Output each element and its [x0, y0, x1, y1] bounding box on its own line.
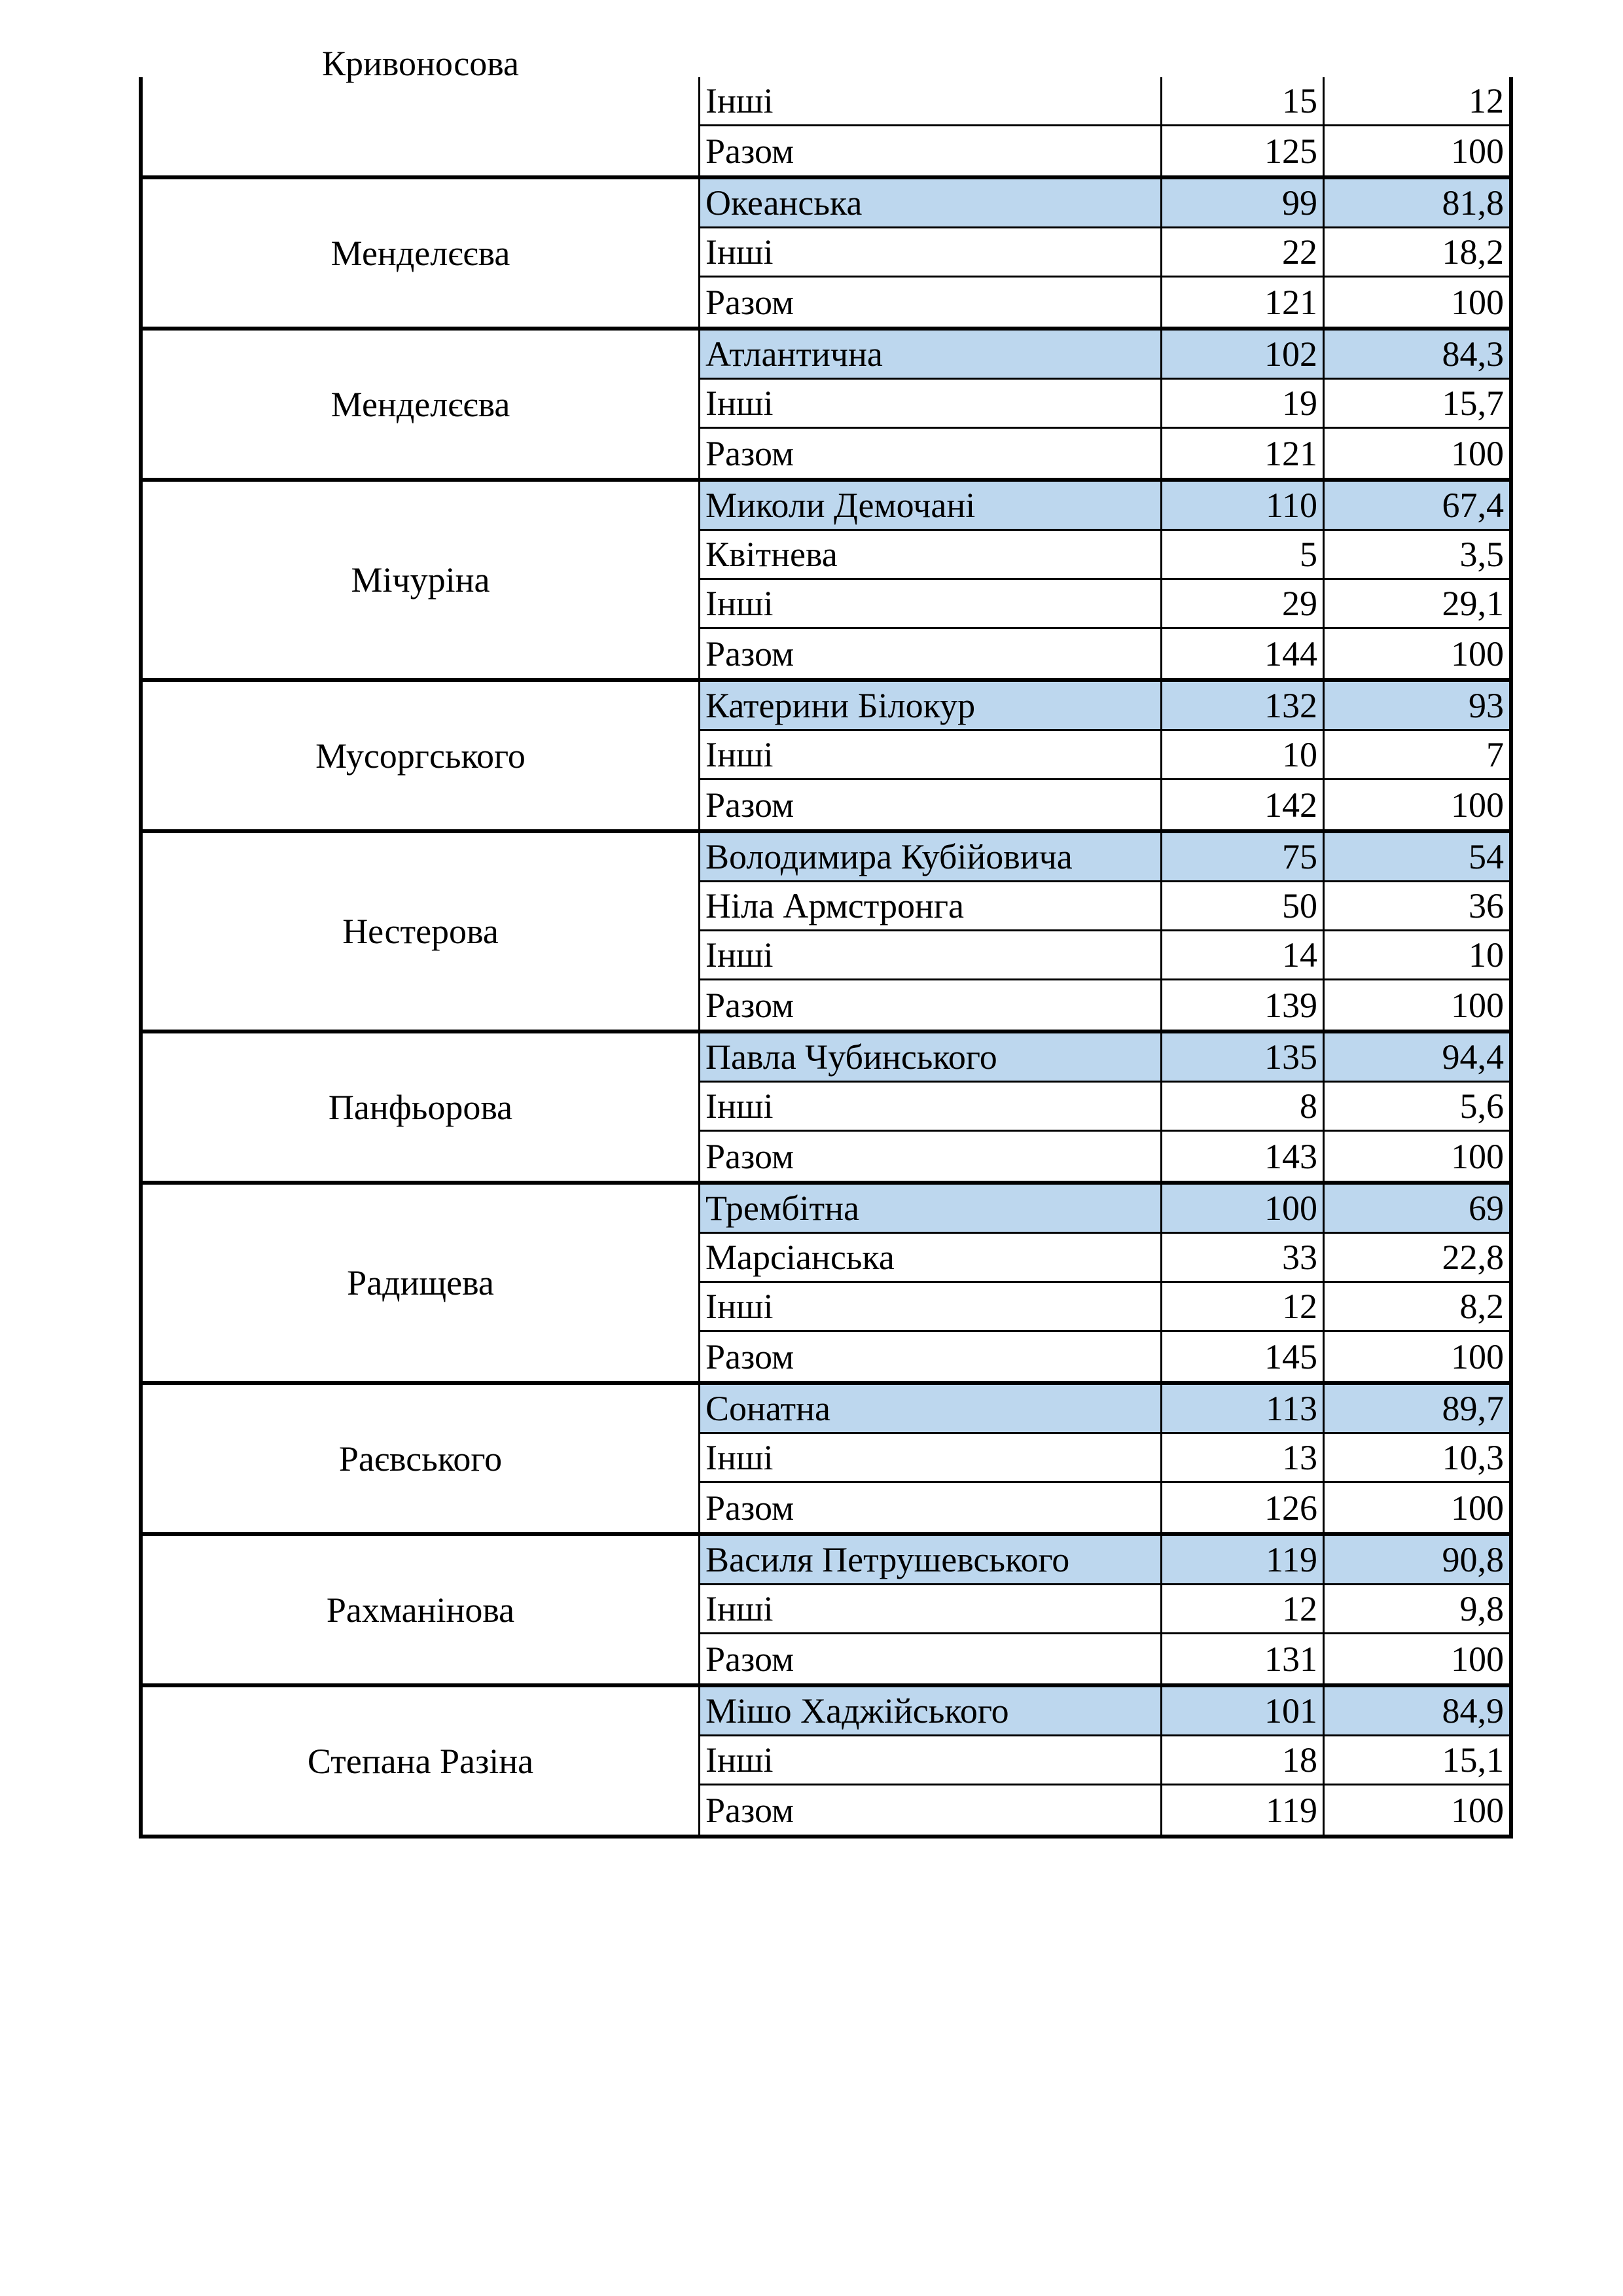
old-street-name-cell [143, 179, 700, 327]
table-row [700, 380, 1509, 429]
old-street-name: Нестерова [342, 912, 499, 951]
old-street-name: Панфьорова [328, 1087, 513, 1127]
table-row [700, 580, 1509, 629]
vote-count-cell: 8 [1162, 1083, 1325, 1130]
table-row [700, 1234, 1509, 1283]
vote-percent-cell: 15,1 [1442, 1740, 1504, 1780]
vote-count-cell: 110 [1162, 482, 1325, 529]
vote-count-cell: 75 [1162, 833, 1325, 880]
option-rows [700, 682, 1509, 829]
street-group [139, 833, 1513, 1033]
street-group [139, 1385, 1513, 1536]
vote-percent-cell: 18,2 [1442, 232, 1504, 272]
street-group [139, 179, 1513, 331]
vote-count-cell: 135 [1162, 1033, 1325, 1081]
vote-percent-cell: 7 [1486, 735, 1504, 774]
table-row-winner [700, 1536, 1509, 1585]
option-name-cell: Квітнева [700, 531, 1162, 578]
old-street-name-cell [143, 682, 700, 829]
table-row [700, 1132, 1509, 1181]
old-street-name: Мічуріна [351, 560, 490, 600]
option-name-cell: Разом [700, 429, 1162, 478]
option-name-cell: Павла Чубинського [700, 1033, 1162, 1081]
table-row-winner [700, 179, 1509, 228]
old-street-name: Раєвського [338, 1439, 503, 1479]
vote-percent-cell: 29,1 [1442, 584, 1504, 623]
vote-percent-cell: 10,3 [1442, 1438, 1504, 1477]
option-name-cell: Разом [700, 278, 1162, 327]
option-name-cell: Інші [700, 1736, 1162, 1784]
vote-percent-cell: 100 [1451, 1790, 1504, 1830]
vote-percent-cell: 100 [1451, 1336, 1504, 1376]
vote-count-cell: 12 [1162, 1283, 1325, 1330]
vote-percent-cell: 100 [1451, 634, 1504, 673]
option-name-cell: Разом [700, 629, 1162, 678]
old-street-name-cell [143, 1385, 700, 1532]
vote-count-cell: 121 [1162, 429, 1325, 478]
vote-percent-cell: 100 [1451, 1136, 1504, 1176]
vote-percent-cell: 100 [1451, 985, 1504, 1025]
option-name-cell: Атлантична [700, 331, 1162, 378]
table-row [700, 780, 1509, 829]
option-rows [700, 1185, 1509, 1381]
table-row [700, 882, 1509, 931]
option-rows [700, 331, 1509, 478]
vote-percent-cell: 9,8 [1459, 1589, 1504, 1628]
vote-count-cell: 121 [1162, 278, 1325, 327]
old-street-name: Рахманінова [326, 1590, 515, 1630]
old-street-name-cell [143, 1033, 700, 1181]
old-street-name: Мусоргського [315, 736, 526, 776]
option-name-cell: Інші [700, 228, 1162, 276]
renaming-table [139, 44, 1513, 1830]
option-name-cell: Інші [700, 1434, 1162, 1481]
vote-percent-cell: 100 [1451, 433, 1504, 473]
option-name-cell: Разом [700, 1634, 1162, 1683]
vote-count-cell: 50 [1162, 882, 1325, 929]
street-group [139, 1687, 1513, 1839]
vote-percent-cell: 8,2 [1459, 1287, 1504, 1326]
vote-percent-cell: 5,6 [1459, 1086, 1504, 1126]
old-street-name-cell [143, 331, 700, 478]
street-group [139, 1536, 1513, 1687]
table-row-winner [700, 833, 1509, 882]
street-group [139, 482, 1513, 682]
table-row [700, 531, 1509, 580]
vote-count-cell: 125 [1162, 126, 1325, 175]
option-name-cell: Миколи Демочані [700, 482, 1162, 529]
vote-percent-cell: 89,7 [1325, 1385, 1509, 1432]
old-street-name: Менделєєва [330, 233, 510, 273]
old-street-name-cell [143, 482, 700, 678]
vote-count-cell: 142 [1162, 780, 1325, 829]
option-name-cell: Разом [700, 1483, 1162, 1532]
vote-percent-cell: 67,4 [1325, 482, 1509, 529]
table-row [700, 1434, 1509, 1483]
option-rows [700, 179, 1509, 327]
table-row [700, 77, 1509, 126]
vote-count-cell: 5 [1162, 531, 1325, 578]
vote-count-cell: 15 [1162, 77, 1325, 124]
option-rows [700, 1536, 1509, 1683]
old-street-name: Степана Разіна [307, 1741, 534, 1781]
option-name-cell: Разом [700, 1132, 1162, 1181]
vote-count-cell: 143 [1162, 1132, 1325, 1181]
old-street-name-cell [143, 44, 700, 175]
table-row [700, 1083, 1509, 1132]
vote-count-cell: 99 [1162, 179, 1325, 226]
option-name-cell: Інші [700, 931, 1162, 978]
option-name-cell: Інші [700, 731, 1162, 778]
table-row [700, 629, 1509, 678]
old-street-name: Радищева [347, 1263, 494, 1302]
vote-percent-cell: 100 [1451, 785, 1504, 825]
vote-percent-cell: 84,9 [1325, 1687, 1509, 1734]
old-street-name: Кривоносова [321, 44, 519, 83]
vote-percent-cell: 81,8 [1325, 179, 1509, 226]
old-street-name-cell [143, 833, 700, 1030]
option-name-cell: Інші [700, 1083, 1162, 1130]
option-rows [700, 77, 1509, 175]
old-street-name: Менделєєва [330, 384, 510, 424]
table-row [700, 278, 1509, 327]
option-rows [700, 1385, 1509, 1532]
vote-percent-cell: 10 [1469, 935, 1504, 975]
option-name-cell: Інші [700, 580, 1162, 627]
vote-count-cell: 101 [1162, 1687, 1325, 1734]
vote-count-cell: 145 [1162, 1332, 1325, 1381]
option-name-cell: Разом [700, 126, 1162, 175]
table-row-winner [700, 1033, 1509, 1083]
vote-percent-cell: 93 [1325, 682, 1509, 729]
vote-count-cell: 132 [1162, 682, 1325, 729]
vote-count-cell: 29 [1162, 580, 1325, 627]
old-street-name-cell [143, 1687, 700, 1835]
vote-count-cell: 144 [1162, 629, 1325, 678]
old-street-name-cell [143, 1185, 700, 1381]
table-row-winner [700, 1185, 1509, 1234]
vote-percent-cell: 54 [1325, 833, 1509, 880]
option-name-cell: Володимира Кубійовича [700, 833, 1162, 880]
vote-count-cell: 19 [1162, 380, 1325, 427]
vote-count-cell: 100 [1162, 1185, 1325, 1232]
option-name-cell: Разом [700, 780, 1162, 829]
option-name-cell: Інші [700, 77, 1162, 124]
old-street-name-cell [143, 1536, 700, 1683]
table-row [700, 980, 1509, 1030]
vote-count-cell: 18 [1162, 1736, 1325, 1784]
vote-count-cell: 119 [1162, 1785, 1325, 1835]
option-name-cell: Марсіанська [700, 1234, 1162, 1281]
vote-count-cell: 33 [1162, 1234, 1325, 1281]
vote-count-cell: 22 [1162, 228, 1325, 276]
table-row [700, 1785, 1509, 1835]
table-body [139, 44, 1513, 1839]
table-row-winner [700, 331, 1509, 380]
vote-count-cell: 102 [1162, 331, 1325, 378]
table-row [700, 1736, 1509, 1785]
vote-percent-cell: 90,8 [1325, 1536, 1509, 1583]
table-row-winner [700, 1385, 1509, 1434]
vote-count-cell: 13 [1162, 1434, 1325, 1481]
option-name-cell: Інші [700, 1283, 1162, 1330]
table-row [700, 1332, 1509, 1381]
vote-percent-cell: 3,5 [1459, 535, 1504, 574]
street-group [139, 1033, 1513, 1185]
option-name-cell: Василя Петрушевського [700, 1536, 1162, 1583]
vote-percent-cell: 100 [1451, 282, 1504, 322]
option-rows [700, 1687, 1509, 1835]
street-group [139, 331, 1513, 482]
street-group [139, 44, 1513, 179]
vote-percent-cell: 100 [1451, 131, 1504, 171]
vote-percent-cell: 94,4 [1325, 1033, 1509, 1081]
option-rows [700, 1033, 1509, 1181]
vote-percent-cell: 100 [1451, 1639, 1504, 1679]
table-row [700, 1283, 1509, 1332]
vote-count-cell: 126 [1162, 1483, 1325, 1532]
vote-count-cell: 12 [1162, 1585, 1325, 1632]
street-group [139, 682, 1513, 833]
table-row [700, 126, 1509, 175]
vote-count-cell: 131 [1162, 1634, 1325, 1683]
vote-percent-cell: 69 [1325, 1185, 1509, 1232]
table-row-winner [700, 482, 1509, 531]
option-name-cell: Разом [700, 1785, 1162, 1835]
vote-count-cell: 139 [1162, 980, 1325, 1030]
vote-count-cell: 10 [1162, 731, 1325, 778]
option-name-cell: Трембітна [700, 1185, 1162, 1232]
table-row-winner [700, 1687, 1509, 1736]
option-name-cell: Інші [700, 380, 1162, 427]
table-row [700, 731, 1509, 780]
street-group [139, 1185, 1513, 1385]
table-row [700, 1585, 1509, 1634]
vote-percent-cell: 36 [1469, 886, 1504, 925]
option-name-cell: Катерини Білокур [700, 682, 1162, 729]
table-row [700, 228, 1509, 278]
option-name-cell: Сонатна [700, 1385, 1162, 1432]
table-row [700, 1483, 1509, 1532]
option-name-cell: Інші [700, 1585, 1162, 1632]
table-row-winner [700, 682, 1509, 731]
option-name-cell: Ніла Армстронга [700, 882, 1162, 929]
table-row [700, 931, 1509, 980]
option-name-cell: Мішо Хаджійського [700, 1687, 1162, 1734]
option-name-cell: Океанська [700, 179, 1162, 226]
vote-percent-cell: 12 [1469, 81, 1504, 120]
option-name-cell: Разом [700, 980, 1162, 1030]
vote-percent-cell: 84,3 [1325, 331, 1509, 378]
vote-percent-cell: 15,7 [1442, 384, 1504, 423]
vote-count-cell: 113 [1162, 1385, 1325, 1432]
table-row [700, 1634, 1509, 1683]
option-rows [700, 833, 1509, 1030]
table-row [700, 429, 1509, 478]
vote-count-cell: 14 [1162, 931, 1325, 978]
vote-count-cell: 119 [1162, 1536, 1325, 1583]
option-rows [700, 482, 1509, 678]
vote-percent-cell: 100 [1451, 1488, 1504, 1528]
vote-percent-cell: 22,8 [1442, 1238, 1504, 1277]
option-name-cell: Разом [700, 1332, 1162, 1381]
